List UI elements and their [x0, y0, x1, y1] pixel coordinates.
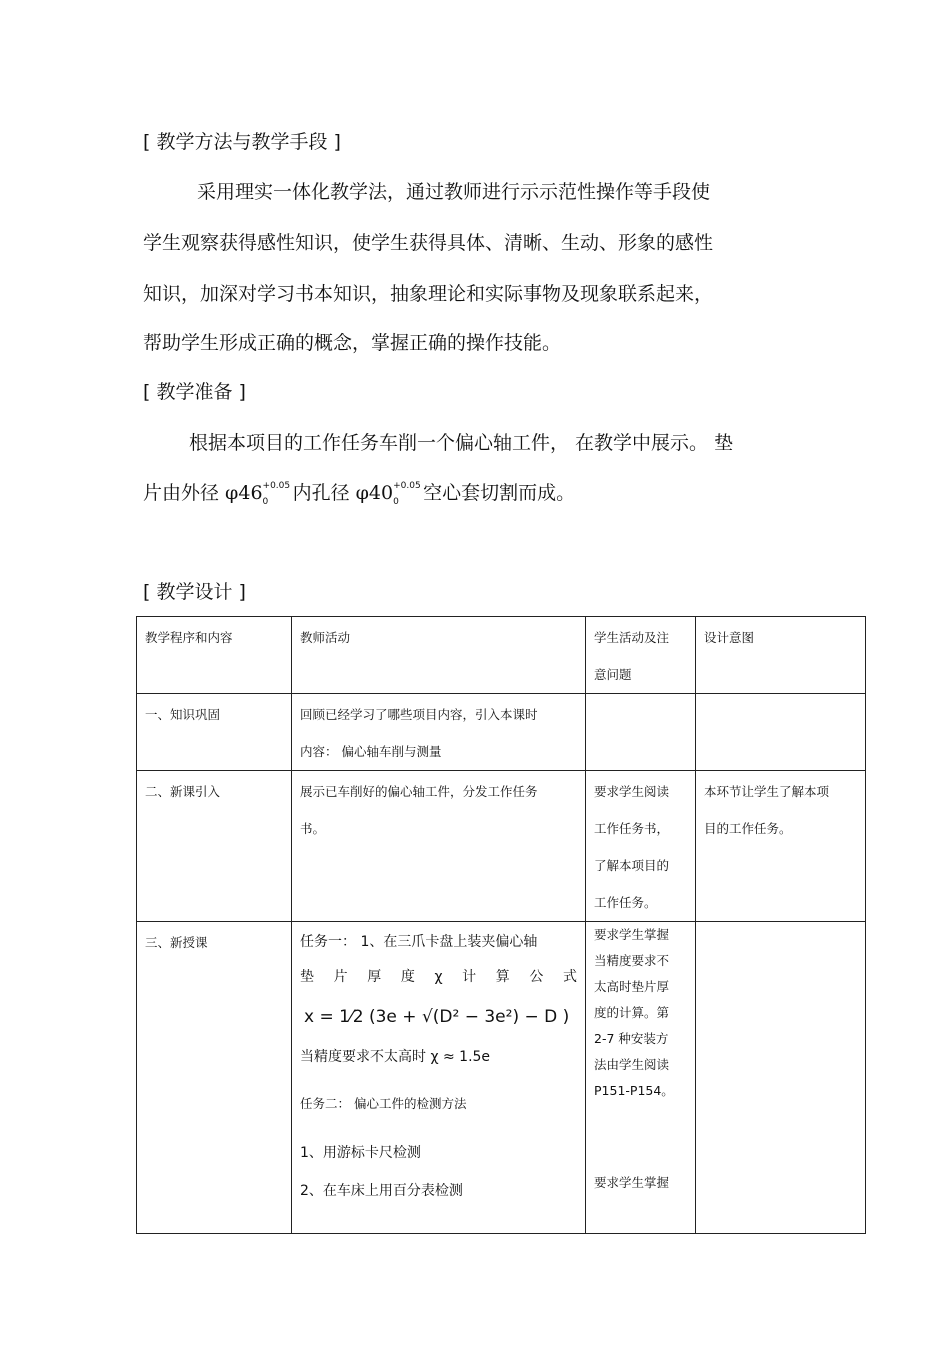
approximation: 当精度要求不太高时 χ ≈ 1.5e — [300, 1049, 491, 1065]
inner-diameter-tolerance: +0.05 0 — [393, 480, 421, 507]
prep-line-2-start: 片由外径 — [143, 482, 226, 504]
formula-label: 垫 片 厚 度 χ 计 算 公 式 — [300, 969, 577, 985]
prep-line-2-middle: 内孔径 — [286, 482, 356, 504]
method-2: 2、在车床上用百分表检测 — [300, 1183, 463, 1199]
task-2: 任务二： 偏心工件的检测方法 — [300, 1096, 467, 1111]
row3-procedure: 三、新授课 — [145, 935, 208, 950]
header-design-intent: 设计意图 — [704, 630, 755, 645]
header-teacher-activity: 教师活动 — [300, 630, 351, 645]
teaching-design-table — [136, 616, 866, 1234]
outer-diameter: φ46 — [225, 482, 263, 504]
prep-line-2-end: 空心套切割而成。 — [417, 482, 576, 504]
row2-procedure: 二、新课引入 — [145, 784, 221, 799]
row1-teacher-activity: 回顾已经学习了哪些项目内容，引入本课时 内容： 偏心轴车削与测量 — [300, 707, 538, 759]
prep-line-2 — [143, 481, 575, 506]
methods-line-2: 学生观察获得感性知识，使学生获得具体、清晰、生动、形象的感性 — [143, 232, 714, 254]
shim-thickness-formula: x = 1⁄2 (3e + √(D² − 3e²) − D ) — [304, 1007, 570, 1027]
methods-line-3: 知识，加深对学习书本知识，抽象理论和实际事物及现象联系起来， — [143, 283, 714, 305]
outer-diameter-tolerance: +0.05 0 — [262, 480, 291, 507]
row2-student-activity: 要求学生阅读 工作任务书， 了解本项目的 工作任务。 — [594, 784, 670, 910]
section-heading-prep: [ 教学准备 ] — [143, 381, 246, 403]
header-procedure: 教学程序和内容 — [145, 630, 233, 645]
row1-procedure: 一、知识巩固 — [145, 707, 221, 722]
row2-design-intent: 本环节让学生了解本项 目的工作任务。 — [704, 784, 830, 836]
row2-teacher-activity: 展示已车削好的偏心轴工件，分发工作任务 书。 — [300, 784, 538, 836]
section-heading-design: [ 教学设计 ] — [143, 581, 246, 603]
table-row — [137, 922, 866, 1234]
methods-line-4: 帮助学生形成正确的概念，掌握正确的操作技能。 — [143, 332, 562, 354]
methods-line-1: 采用理实一体化教学法，通过教师进行示示范性操作等手段使 — [197, 181, 711, 203]
table-row — [137, 694, 866, 771]
header-student-activity: 学生活动及注 意问题 — [594, 630, 670, 682]
task-1: 任务一： 1、在三爪卡盘上装夹偏心轴 — [300, 934, 538, 950]
row3-student-activity: 要求学生掌握 当精度要求不 太高时垫片厚 度的计算。第 2-7 种安装方 法由学生阅读 P151-P154。 要求学生掌握 — [594, 927, 674, 1190]
method-1: 1、用游标卡尺检测 — [300, 1145, 421, 1161]
prep-line-1: 根据本项目的工作任务车削一个偏心轴工件， 在教学中展示。 垫 — [189, 432, 734, 454]
inner-diameter: φ40 — [355, 482, 394, 504]
table-header-row — [137, 617, 866, 694]
section-heading-methods: [ 教学方法与教学手段 ] — [143, 131, 341, 153]
row3-teacher-activity — [292, 922, 585, 1210]
table-row — [137, 771, 866, 922]
